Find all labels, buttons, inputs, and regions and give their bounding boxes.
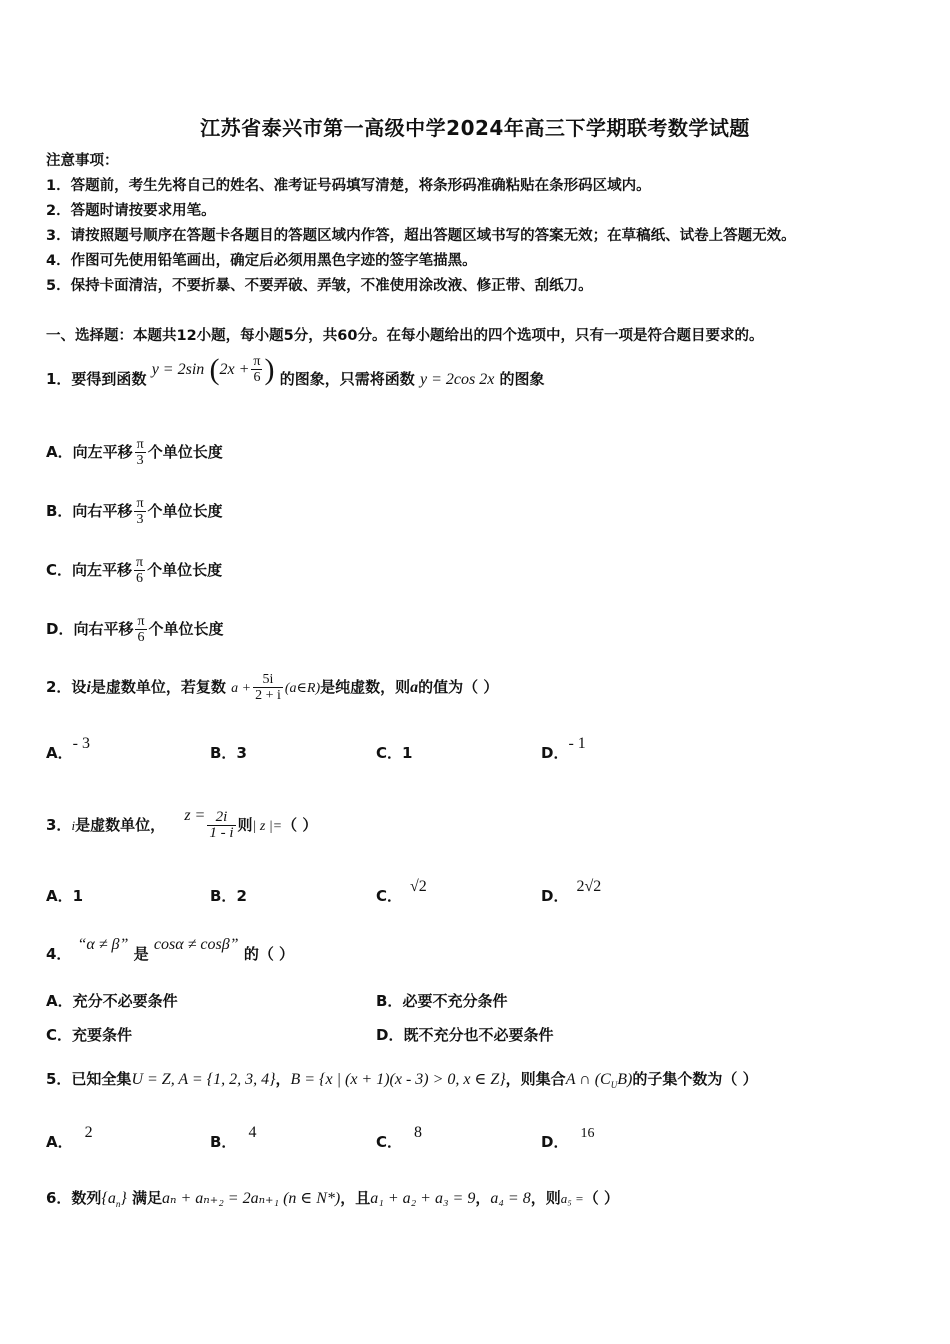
q3-option-a-label: A．: [46, 887, 73, 905]
q2-option-a-label: A．: [46, 744, 73, 762]
question-3-suffix: （ ）: [282, 816, 318, 834]
q3-option-b-value: 2: [236, 887, 247, 905]
q5-option-c: [376, 1124, 423, 1152]
q6-a5: a₅ =: [560, 1191, 584, 1206]
q2-var-a: a: [410, 679, 419, 696]
q3-option-b: [210, 885, 247, 906]
q1-option-b: [46, 496, 223, 527]
q2-formula-a: a +: [231, 681, 252, 696]
q1-option-a-frac: [135, 437, 146, 468]
q1-option-b-den: 3: [136, 512, 144, 527]
q2-imag-unit: i: [86, 679, 91, 696]
q2-condition: (a∈R): [284, 681, 321, 696]
q1-option-d-den: 6: [137, 630, 145, 645]
q1-option-a: [46, 437, 223, 468]
question-1: [46, 352, 545, 395]
question-5-comma: ，: [275, 1070, 291, 1088]
q1-option-b-frac: [134, 496, 145, 527]
q1-option-c: [46, 555, 222, 586]
question-1-mid: 的图象，只需将函数: [279, 370, 415, 388]
q3-option-d-label: D．: [541, 887, 569, 905]
q1-option-c-label: C．向左平移: [46, 561, 133, 579]
q1-option-d: [46, 614, 224, 645]
q1-option-c-den: 6: [136, 571, 144, 586]
q1-option-a-label: A．向左平移: [46, 443, 133, 461]
q4-option-c-label: C．: [46, 1026, 73, 1044]
question-4: [46, 936, 295, 966]
question-6: [46, 1187, 619, 1215]
q5-option-d: [541, 1126, 595, 1152]
q1-option-b-num: π: [136, 496, 144, 511]
q3-option-d-value: 2√2: [576, 878, 602, 895]
q3-option-b-label: B．: [210, 887, 237, 905]
q1-formula-inner: 2x +: [219, 361, 250, 378]
q3-option-c-label: C．: [376, 887, 403, 905]
q3-option-c: [376, 878, 427, 906]
notice-item-3: 3．请按照题号顺序在答题卡各题目的答题区域内作答，超出答题区域书写的答案无效；在草稿纸、试卷上答题无效。: [46, 228, 796, 244]
question-5: [46, 1068, 758, 1096]
question-6-suffix: （ ）: [583, 1189, 619, 1207]
q3-frac-den: 1 - i: [209, 825, 234, 841]
q2-option-d-label: D．: [541, 744, 569, 762]
q1-left-paren: (: [209, 352, 220, 386]
q4-expr-2: cosα ≠ cosβ”: [153, 936, 239, 953]
q2-frac-den: 2 + i: [255, 688, 281, 703]
q1-option-a-den: 3: [136, 453, 144, 468]
q6-seq-end: }: [120, 1190, 127, 1207]
q2-option-c-value: 1: [402, 744, 413, 762]
question-3-mid: 是虚数单位，: [75, 816, 166, 834]
question-6-then: ，则: [530, 1189, 561, 1207]
q4-option-b-text: 必要不充分条件: [402, 992, 508, 1010]
q1-formula-2: y = 2cos 2x: [419, 371, 495, 388]
q2-option-b: [210, 742, 247, 763]
question-6-sep: ，: [475, 1189, 491, 1207]
q4-option-d-text: 既不充分也不必要条件: [403, 1026, 554, 1044]
question-2-prefix: 2．设: [46, 678, 87, 696]
q1-option-b-label: B．向右平移: [46, 502, 133, 520]
q1-option-a-tail: 个单位长度: [147, 443, 223, 461]
exam-title: 江苏省泰兴市第一高级中学2024年高三下学期联考数学试题: [200, 116, 750, 140]
q4-option-d-label: D．: [376, 1026, 404, 1044]
question-2-suffix: 的值为（ ）: [418, 678, 499, 696]
q3-option-d: [541, 878, 602, 906]
q5-option-c-value: 8: [414, 1124, 423, 1141]
question-3-prefix: 3．: [46, 816, 72, 834]
q3-option-a-value: 1: [72, 887, 84, 905]
question-2-mid2: 是纯虚数，则: [320, 678, 411, 696]
q5-option-b-label: B．: [210, 1133, 237, 1151]
q1-option-d-num: π: [137, 614, 145, 629]
q5-option-b-value: 4: [248, 1124, 257, 1141]
q4-option-c-text: 充要条件: [72, 1026, 133, 1044]
q1-formula-left: y = 2sin: [151, 361, 205, 378]
question-5-mid: ，则集合: [505, 1070, 566, 1088]
q2-option-b-label: B．: [210, 744, 237, 762]
q1-option-d-frac: [135, 614, 146, 645]
q5-expr-sub: U: [610, 1080, 618, 1090]
section-heading: 一、选择题：本题共12小题，每小题5分，共60分。在每小题给出的四个选项中，只有一项是符合题目要求的。: [46, 328, 764, 344]
q4-option-d: [376, 1024, 553, 1045]
q2-option-a: [46, 735, 90, 763]
notice-item-5: 5．保持卡面清洁，不要折暴、不要弄破、弄皱，不准使用涂改液、修正带、刮纸刀。: [46, 278, 593, 294]
q4-option-b: [376, 990, 507, 1011]
q2-option-c: [376, 742, 412, 763]
q3-abs-z: | z |=: [252, 819, 283, 834]
question-4-is: 是: [133, 945, 149, 963]
q5-option-d-value: 16: [580, 1126, 595, 1141]
notice-item-1: 1．答题前，考生先将自己的姓名、准考证号码填写清楚，将条形码准确粘贴在条形码区域内。: [46, 178, 651, 194]
q2-option-d: [541, 735, 586, 763]
q6-seq-sub: n: [115, 1199, 121, 1209]
q1-frac-den: 6: [253, 370, 261, 385]
q1-option-d-label: D．向右平移: [46, 620, 134, 638]
q3-option-c-value: √2: [410, 878, 427, 895]
question-6-mid2: ，且: [340, 1189, 371, 1207]
question-4-prefix: 4．: [46, 945, 72, 963]
q4-option-a-label: A．: [46, 992, 73, 1010]
q1-option-a-num: π: [136, 437, 144, 452]
q2-option-a-value: - 3: [72, 735, 90, 752]
question-3: [46, 807, 318, 841]
q5-expr-end: B): [617, 1071, 633, 1088]
q6-sum: a₁ + a₂ + a₃ = 9: [370, 1190, 476, 1207]
question-3-then: 则: [237, 816, 253, 834]
q1-option-c-tail: 个单位长度: [147, 561, 223, 579]
q1-right-paren: ): [264, 352, 275, 386]
q5-option-a-label: A．: [46, 1133, 73, 1151]
q1-fraction: [251, 354, 262, 385]
question-1-suffix: 的图象: [499, 370, 545, 388]
question-1-prefix: 1．要得到函数: [46, 370, 147, 388]
q2-frac-num: 5i: [253, 672, 283, 688]
q5-option-a: [46, 1124, 93, 1152]
q4-option-a-text: 充分不必要条件: [72, 992, 178, 1010]
q3-frac-num: 2i: [207, 810, 235, 826]
q4-expr-1: “α ≠ β”: [77, 936, 129, 953]
question-5-prefix: 5．已知全集: [46, 1070, 132, 1088]
q6-relation: aₙ + aₙ₊₂ = 2aₙ₊₁ (n ∈ N*): [162, 1190, 341, 1207]
question-4-suffix: 的（ ）: [243, 945, 295, 963]
notice-item-4: 4．作图可先使用铅笔画出，确定后必须用黑色字迹的签字笔描黑。: [46, 253, 477, 269]
q2-option-c-label: C．: [376, 744, 403, 762]
q6-a4: a₄ = 8: [490, 1190, 531, 1207]
q2-option-d-value: - 1: [568, 735, 586, 752]
q3-z: z =: [184, 807, 206, 824]
q5-option-a-value: 2: [84, 1124, 93, 1141]
q3-fraction: [207, 810, 235, 841]
question-6-prefix: 6．数列: [46, 1189, 102, 1207]
q5-set-b: B = {x | (x + 1)(x - 3) > 0, x ∈ Z}: [290, 1071, 506, 1088]
q5-option-b: [210, 1124, 257, 1152]
q3-imag-unit: i: [71, 818, 76, 833]
q4-option-c: [46, 1024, 132, 1045]
question-5-suffix: 的子集个数为（ ）: [632, 1070, 758, 1088]
q5-option-c-label: C．: [376, 1133, 403, 1151]
q2-fraction: [253, 672, 283, 703]
q1-option-c-frac: [134, 555, 145, 586]
q4-option-b-label: B．: [376, 992, 403, 1010]
q5-option-d-label: D．: [541, 1133, 569, 1151]
q6-seq: {a: [101, 1190, 116, 1207]
q5-expr: A ∩ (C: [565, 1071, 611, 1088]
question-2-mid1: 是虚数单位，若复数: [90, 678, 226, 696]
notice-heading: 注意事项：: [46, 153, 119, 169]
question-2: [46, 672, 498, 703]
q4-option-a: [46, 990, 178, 1011]
q5-set-u: U = Z, A = {1, 2, 3, 4}: [131, 1071, 276, 1088]
q1-option-d-tail: 个单位长度: [148, 620, 224, 638]
q3-option-a: [46, 885, 83, 906]
notice-item-2: 2．答题时请按要求用笔。: [46, 203, 216, 219]
q2-option-b-value: 3: [236, 744, 247, 762]
question-6-mid1: 满足: [131, 1189, 162, 1207]
q1-option-c-num: π: [136, 555, 144, 570]
q1-option-b-tail: 个单位长度: [147, 502, 223, 520]
q1-frac-num: π: [253, 354, 261, 369]
